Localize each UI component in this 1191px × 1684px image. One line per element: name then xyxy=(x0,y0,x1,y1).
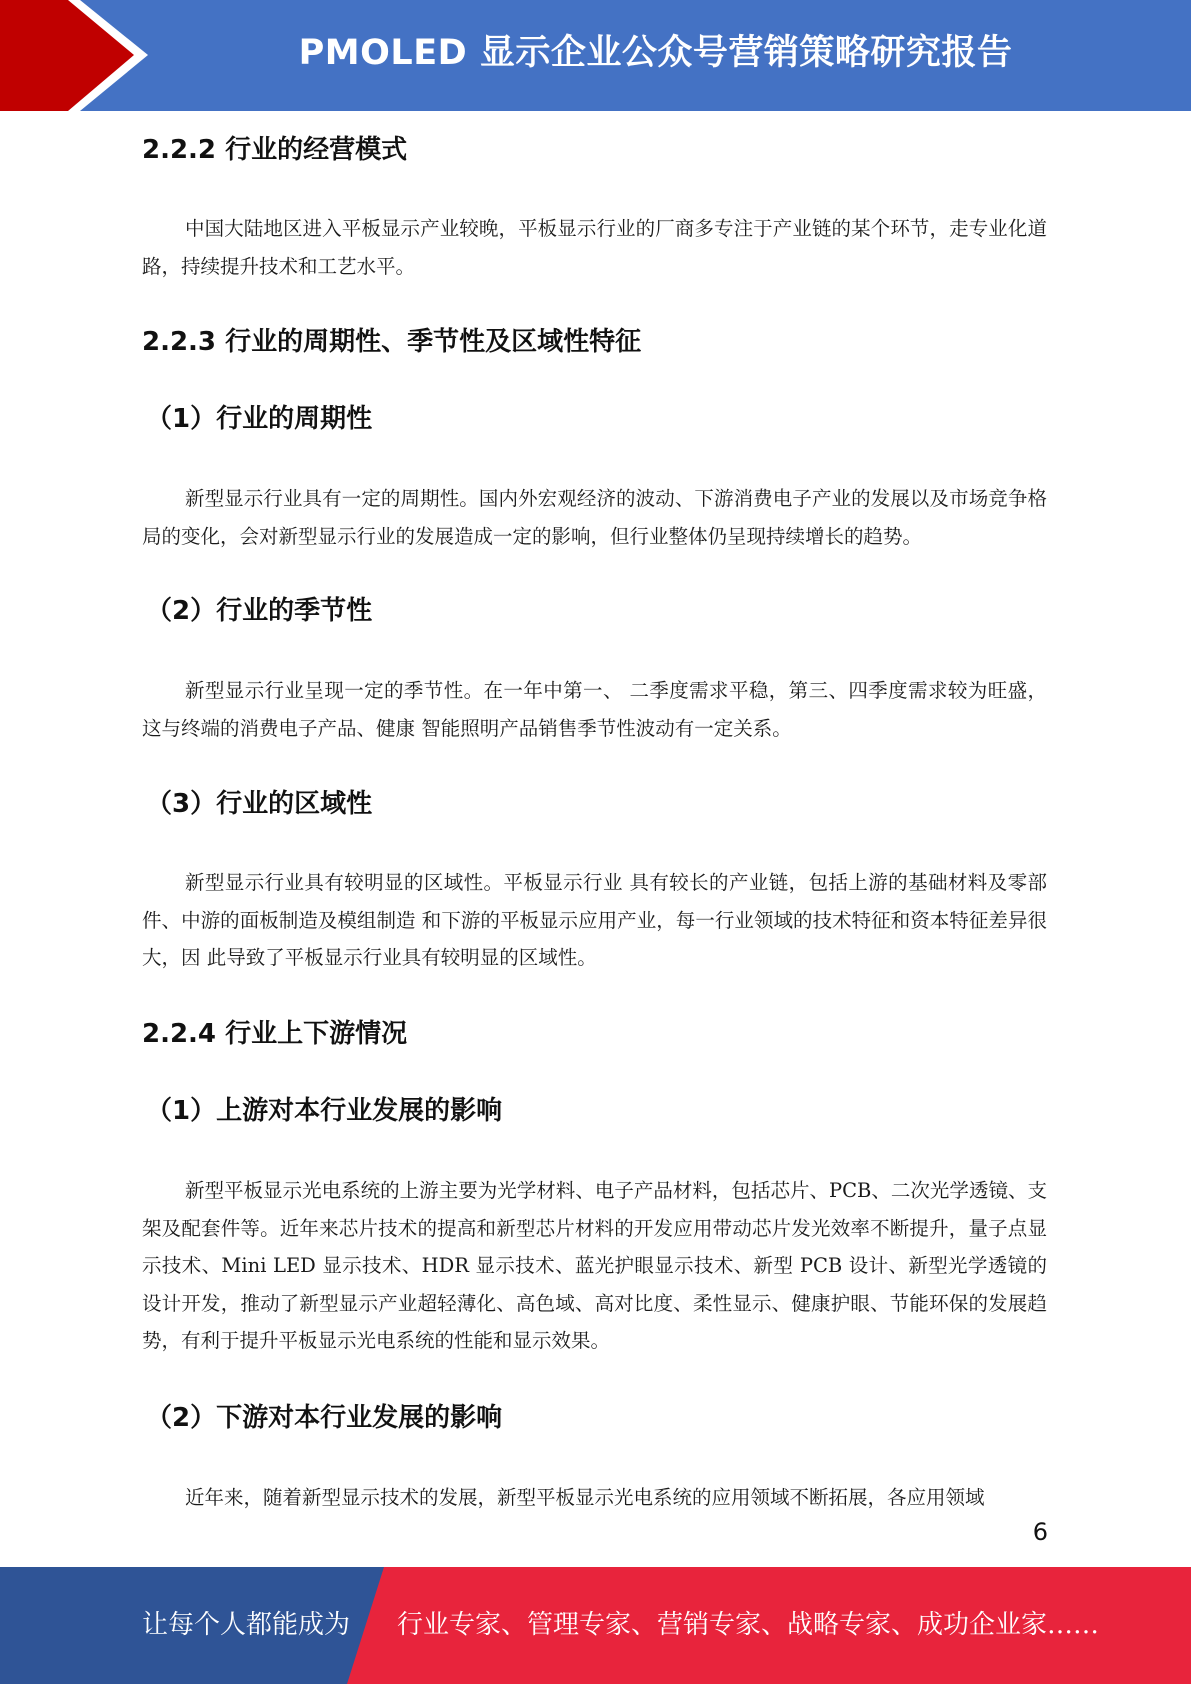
subheading-cyclicality: （1）行业的周期性 xyxy=(146,404,373,434)
subheading-regionality: （3）行业的区域性 xyxy=(146,789,373,819)
section-heading-2-2-4: 2.2.4 行业上下游情况 xyxy=(142,1019,408,1049)
subheading-downstream: （2）下游对本行业发展的影响 xyxy=(146,1403,503,1433)
report-title: PMOLED 显示企业公众号营销策略研究报告 xyxy=(298,33,1013,73)
footer-slogan-left: 让每个人都能成为 xyxy=(142,1610,351,1640)
paragraph-business-model: 中国大陆地区进入平板显示产业较晚，平板显示行业的厂商多专注于产业链的某个环节，走专业化道路，持续提升技术和工艺水平。 xyxy=(142,217,1047,278)
paragraph-regionality: 新型显示行业具有较明显的区域性。平板显示行业 具有较长的产业链，包括上游的基础材料及零部件、中游的面板制造及模组制造 和下游的平板显示应用产业，每一行业领域的技术特征和资本特征差异很大，因 此导致了平板显示行业具有较明显的区域性。 xyxy=(142,871,1047,969)
section-heading-2-2-3: 2.2.3 行业的周期性、季节性及区域性特征 xyxy=(142,327,642,357)
paragraph-cyclicality: 新型显示行业具有一定的周期性。国内外宏观经济的波动、下游消费电子产业的发展以及市场竞争格局的变化，会对新型显示行业的发展造成一定的影响，但行业整体仍呈现持续增长的趋势。 xyxy=(142,487,1047,548)
subheading-seasonality: （2）行业的季节性 xyxy=(146,596,373,626)
paragraph-upstream: 新型平板显示光电系统的上游主要为光学材料、电子产品材料，包括芯片、PCB、二次光学透镜、支架及配套件等。近年来芯片技术的提高和新型芯片材料的开发应用带动芯片发光效率不断提升，量子点显示技术、Mini LED 显示技术、HDR 显示技术、蓝光护眼显示技术、新型 PCB 设计、新型光学透镜的设计开发，推动了新型显示产业超轻薄化、高色域、高对比度、柔性显示、健康护眼、节能环保的发展趋势，有利于提升平板显示光电系统的性能和显示效果。 xyxy=(142,1179,1047,1352)
subheading-upstream: （1）上游对本行业发展的影响 xyxy=(146,1096,503,1126)
footer-slogan-right: 行业专家、管理专家、营销专家、战略专家、成功企业家…… xyxy=(397,1610,1100,1640)
page-header xyxy=(0,0,1191,111)
page-number: 6 xyxy=(1032,1518,1048,1546)
page-footer xyxy=(0,1567,1191,1684)
paragraph-seasonality: 新型显示行业呈现一定的季节性。在一年中第一、 二季度需求平稳，第三、四季度需求较为旺盛，这与终端的消费电子产品、健康 智能照明产品销售季节性波动有一定关系。 xyxy=(142,679,1047,740)
section-heading-2-2-2: 2.2.2 行业的经营模式 xyxy=(142,135,408,165)
paragraph-downstream: 近年来，随着新型显示技术的发展，新型平板显示光电系统的应用领域不断拓展，各应用领域 xyxy=(185,1486,985,1509)
